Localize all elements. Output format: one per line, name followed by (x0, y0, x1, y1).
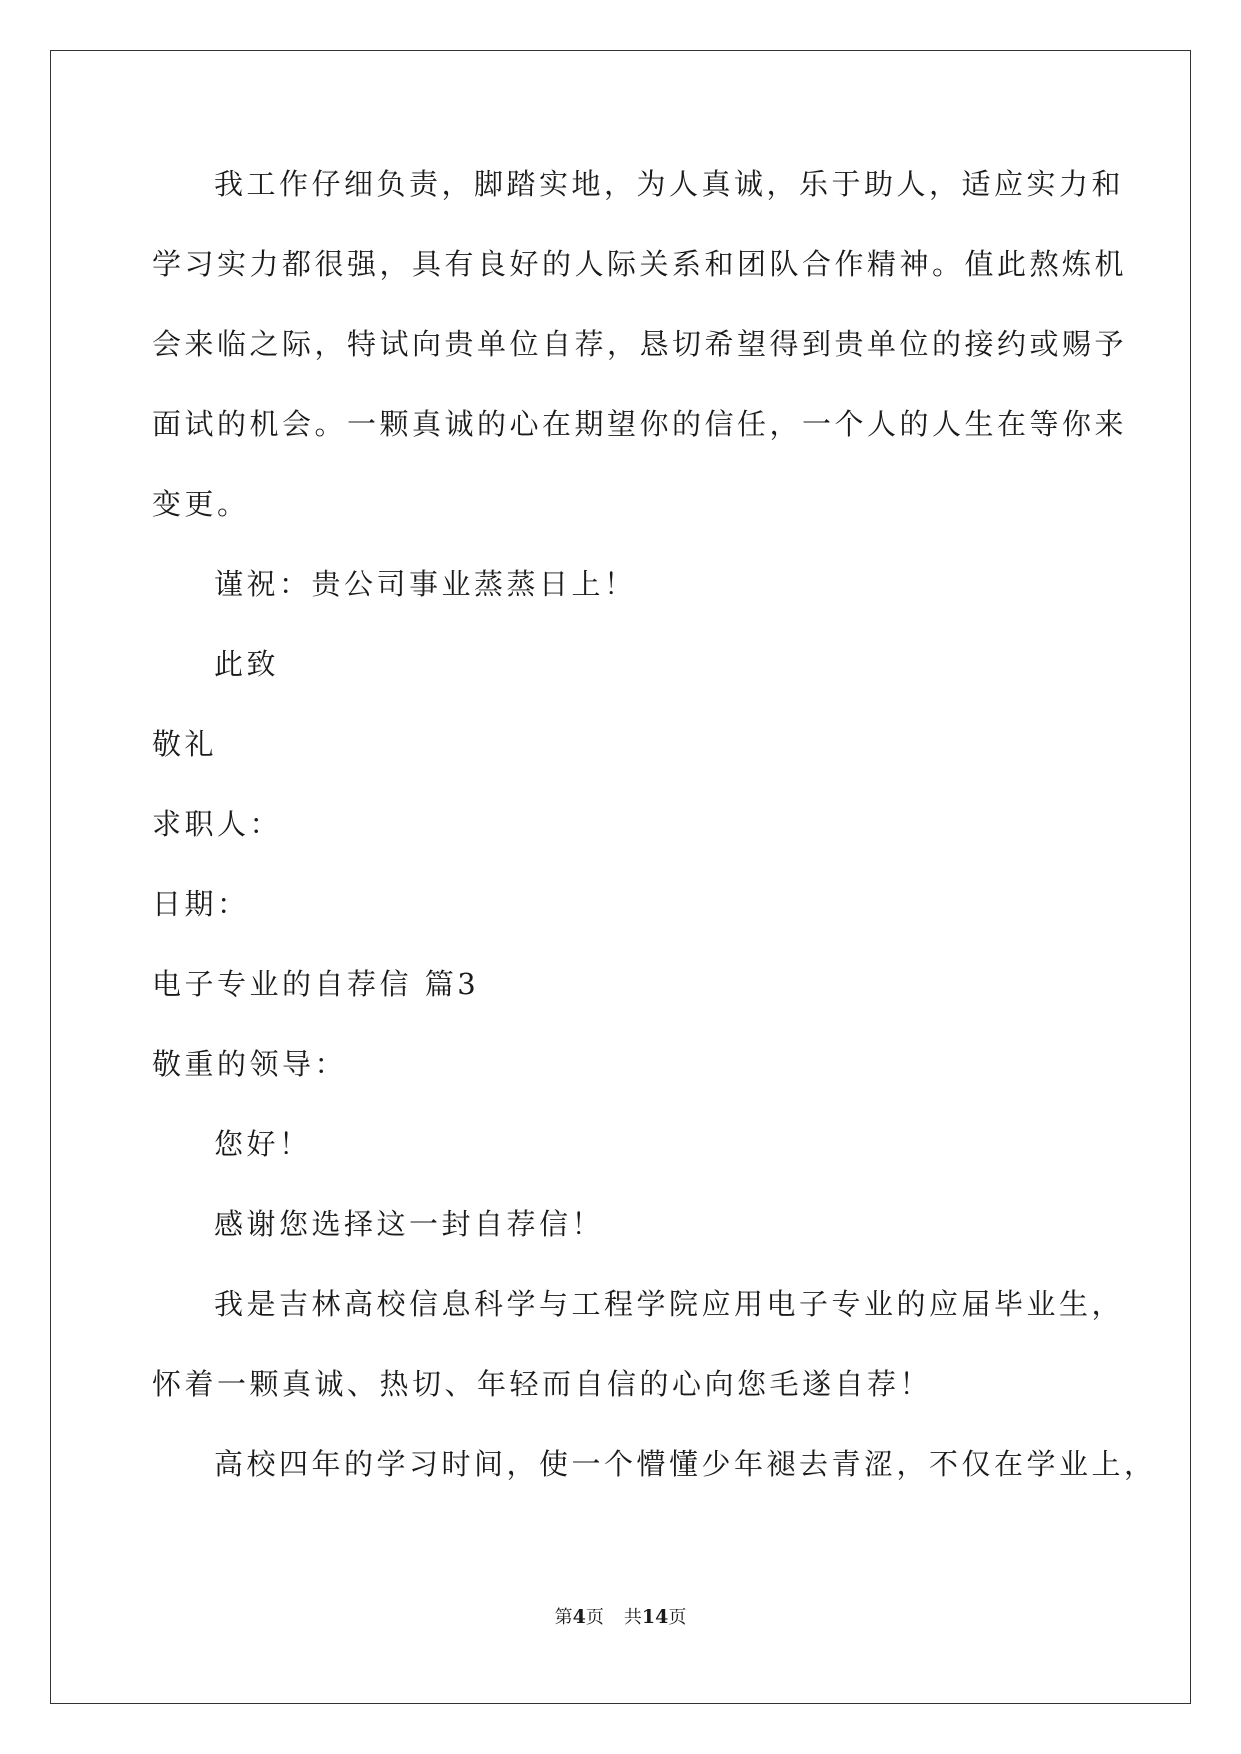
paragraph-line: 怀着一颗真诚、热切、年轻而自信的心向您毛遂自荐！ (152, 1367, 933, 1401)
applicant-label: 求职人： (152, 807, 283, 841)
paragraph-line: 变更。 (152, 487, 250, 521)
footer-total-prefix: 共 (623, 1607, 642, 1628)
paragraph-line: 会来临之际，特试向贵单位自荐，恳切希望得到贵单位的接约或赐予 (152, 327, 1128, 361)
date-label: 日期： (152, 887, 250, 921)
greeting-hello: 您好！ (214, 1127, 312, 1161)
section-title: 电子专业的自荐信 篇3 (152, 967, 480, 1001)
total-page-count: 14 (641, 1606, 669, 1628)
paragraph-line: 学习实力都很强，具有良好的人际关系和团队合作精神。值此熬炼机 (152, 247, 1128, 281)
closing-regards: 敬礼 (152, 727, 218, 761)
paragraph-line: 高校四年的学习时间，使一个懵懂少年褪去青涩，不仅在学业上， (214, 1447, 1157, 1481)
page-footer (0, 1605, 1241, 1630)
paragraph-line: 面试的机会。一颗真诚的心在期望你的信任，一个人的人生在等你来 (152, 407, 1128, 441)
greeting: 敬重的领导： (152, 1047, 348, 1081)
paragraph-line: 我是吉林高校信息科学与工程学院应用电子专业的应届毕业生， (214, 1287, 1125, 1321)
paragraph-line: 我工作仔细负责，脚踏实地，为人真诚，乐于助人，适应实力和 (214, 167, 1125, 201)
footer-total-suffix: 页 (668, 1607, 687, 1628)
closing-wish: 谨祝：贵公司事业蒸蒸日上！ (214, 567, 637, 601)
footer-page-suffix: 页 (585, 1607, 604, 1628)
current-page-number: 4 (572, 1606, 586, 1628)
footer-prefix: 第 (554, 1607, 573, 1628)
paragraph-line: 感谢您选择这一封自荐信！ (214, 1207, 605, 1241)
closing-salutation: 此致 (214, 647, 280, 681)
